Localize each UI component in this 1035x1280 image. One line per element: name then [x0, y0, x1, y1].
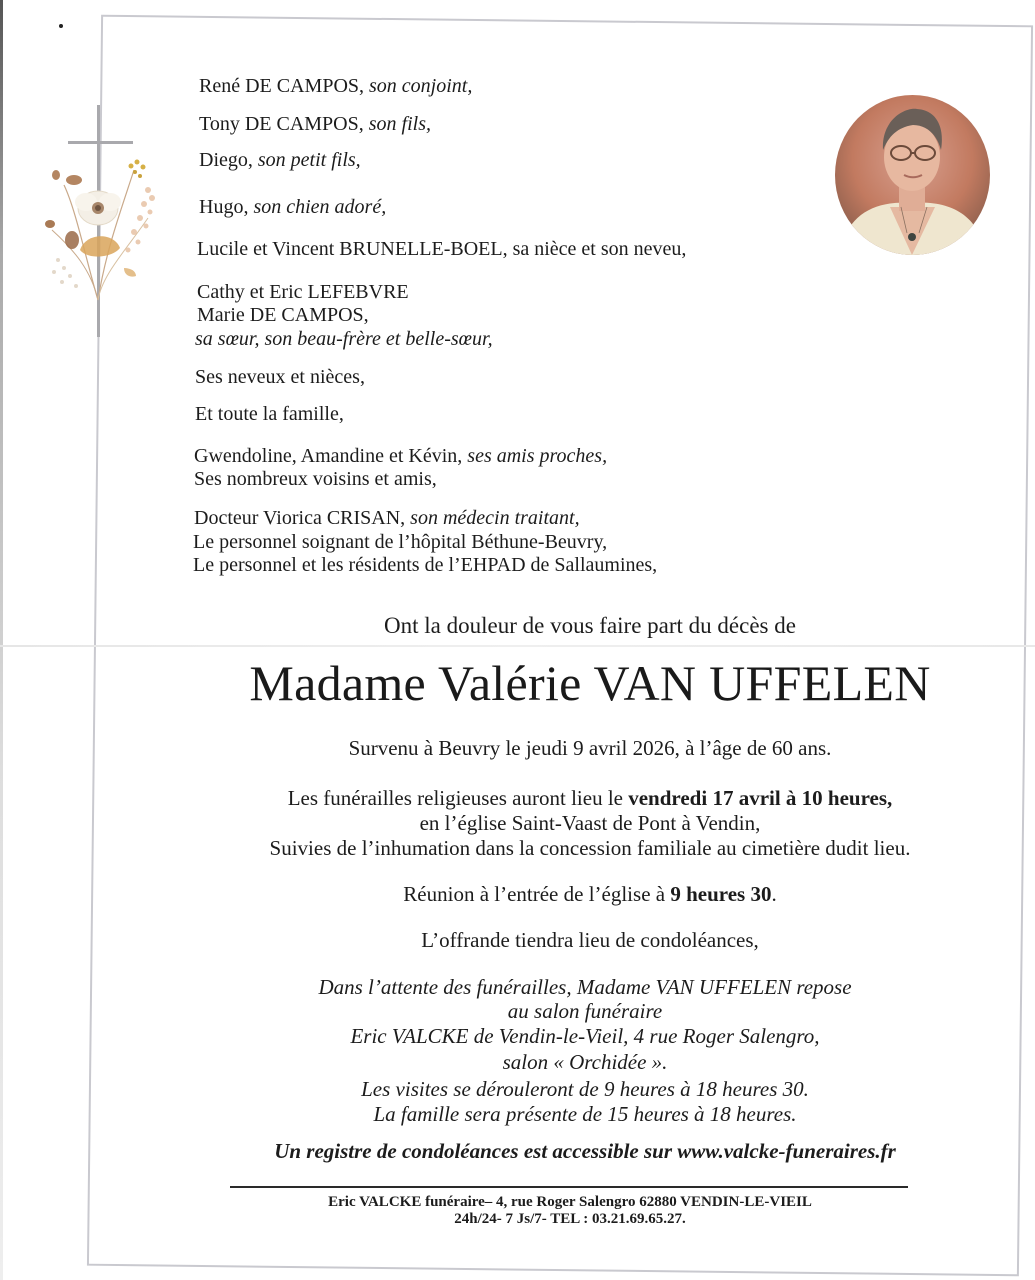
viewing-line-3: Eric VALCKE de Vendin-le-Vieil, 4 rue Roger Salengro,	[350, 1024, 820, 1048]
doctor-relation: son médecin traitant,	[410, 507, 580, 529]
siblings-line-1: Cathy et Eric LEFEBVRE	[197, 281, 409, 303]
hospital-line: Le personnel soignant de l’hôpital Béthune-Beuvry,	[193, 531, 608, 553]
death-info-line: Survenu à Beuvry le jeudi 9 avril 2026, à l’âge de 60 ans.	[348, 736, 832, 760]
ehpad-line: Le personnel et les résidents de l’EHPAD de Sallaumines,	[193, 554, 658, 576]
meeting-intro: Réunion à l’entrée de l’église à	[403, 882, 671, 906]
viewing-line-5: Les visites se dérouleront de 9 heures à 18 heures 30.	[361, 1077, 809, 1101]
neighbors-line: Ses nombreux voisins et amis,	[194, 468, 437, 490]
portrait-photo	[835, 95, 990, 255]
funeral-intro: Les funérailles religieuses auront lieu le	[287, 786, 629, 810]
footer-address: Eric VALCKE funéraire– 4, rue Roger Salengro 62880 VENDIN-LE-VIEIL	[328, 1194, 812, 1210]
family-relation: son chien adoré,	[253, 196, 387, 218]
family-name: René DE CAMPOS,	[199, 75, 365, 97]
scan-speck	[59, 24, 63, 28]
viewing-line-6: La famille sera présente de 15 heures à 18 heures.	[373, 1102, 797, 1126]
family-line-grandson	[199, 149, 361, 171]
family-relation: son petit fils,	[257, 149, 361, 171]
funeral-date: vendredi 17 avril à 10 heures,	[628, 786, 893, 810]
friends-relation: ses amis proches,	[467, 445, 608, 467]
announcement-line: Ont la douleur de vous faire part du décès de	[384, 613, 796, 638]
footer-phone: 24h/24- 7 Js/7- TEL : 03.21.69.65.27.	[454, 1211, 686, 1227]
scan-edge	[0, 0, 3, 1280]
family-name: Lucile et Vincent BRUNELLE-BOEL, sa nièce et son neveu,	[197, 238, 687, 260]
family-relation: son fils,	[368, 113, 431, 135]
family-name: Hugo,	[199, 196, 249, 218]
funeral-line	[200, 786, 980, 810]
meeting-end: .	[771, 882, 777, 906]
doctor-name: Docteur Viorica CRISAN,	[194, 507, 406, 529]
siblings-line-2: Marie DE CAMPOS,	[197, 304, 369, 326]
doctor-line	[194, 507, 580, 529]
family-name: Diego,	[199, 149, 253, 171]
meeting-line	[200, 882, 980, 906]
family-line-son	[199, 113, 431, 135]
viewing-line-4: salon « Orchidée ».	[502, 1050, 668, 1074]
fold-line	[0, 645, 1035, 647]
offering-line: L’offrande tiendra lieu de condoléances,	[421, 928, 759, 952]
burial-line: Suivies de l’inhumation dans la concession familiale au cimetière dudit lieu.	[269, 836, 911, 860]
footer-separator	[230, 1186, 908, 1188]
whole-family-line: Et toute la famille,	[195, 403, 344, 425]
viewing-line-2: au salon funéraire	[507, 999, 663, 1023]
register-link[interactable]: www.valcke-funeraires.fr	[677, 1139, 896, 1163]
friends-names: Gwendoline, Amandine et Kévin,	[194, 445, 463, 467]
register-line	[195, 1139, 975, 1163]
family-line-niece-nephew	[197, 238, 686, 260]
friends-line	[194, 445, 607, 467]
church-line: en l’église Saint-Vaast de Pont à Vendin,	[419, 811, 761, 835]
family-line-dog	[199, 196, 386, 218]
meeting-time: 9 heures 30	[670, 882, 772, 906]
siblings-relation: sa sœur, son beau-frère et belle-sœur,	[195, 328, 493, 350]
nephews-line: Ses neveux et nièces,	[195, 366, 365, 388]
register-text: Un registre de condoléances est accessible sur	[274, 1139, 678, 1163]
family-line-spouse	[199, 75, 472, 97]
family-name: Tony DE CAMPOS,	[199, 113, 364, 135]
viewing-line-1: Dans l’attente des funérailles, Madame VAN UFFELEN repose	[318, 975, 852, 999]
deceased-name-title: Madame Valérie VAN UFFELEN	[249, 655, 931, 711]
family-relation: son conjoint,	[369, 75, 473, 97]
cross-flowers-icon	[36, 100, 166, 345]
